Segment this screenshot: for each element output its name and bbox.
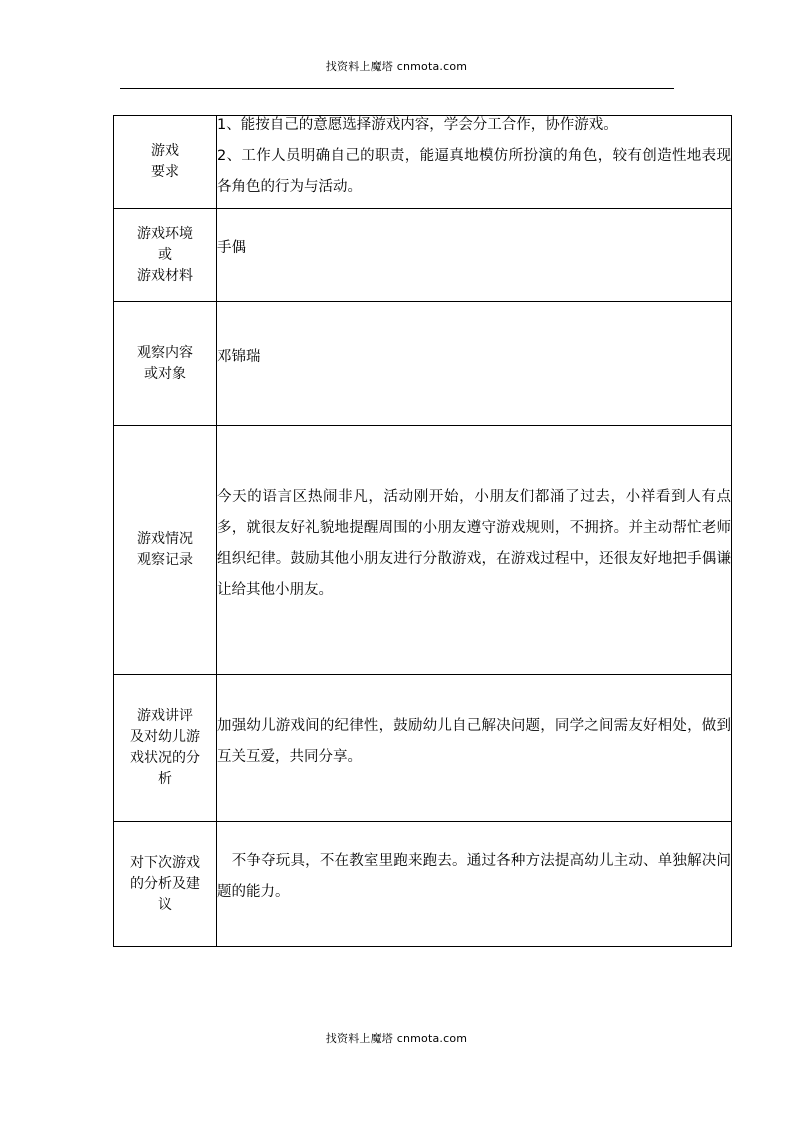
page-footer: 找资料上魔塔 cnmota.com [325, 1032, 468, 1045]
label-line: 观察内容 [137, 344, 193, 361]
content-paragraph: 加强幼儿游戏间的纪律性，鼓励幼儿自己解决问题，同学之间需友好相处，做到互关互爱，共同分享。 [217, 718, 731, 765]
label-line: 游戏讲评 [137, 708, 193, 724]
row-content [217, 116, 732, 209]
content-paragraph: 邓锦瑞 [217, 349, 261, 365]
content-paragraph: 手偶 [217, 240, 246, 256]
label-line: 议 [158, 896, 172, 913]
table-row [114, 822, 732, 947]
table-row [114, 302, 732, 426]
row-label [114, 209, 217, 302]
row-label [114, 675, 217, 822]
label-line: 游戏情况 [137, 531, 193, 547]
label-line: 或对象 [144, 365, 186, 382]
table-row [114, 116, 732, 209]
header-rule [120, 88, 674, 89]
row-content [217, 822, 732, 947]
row-content [217, 209, 732, 302]
row-content [217, 426, 732, 675]
label-line: 对下次游戏 [130, 854, 200, 871]
label-line: 的分析及建 [130, 875, 200, 892]
label-line: 游戏 [151, 143, 179, 159]
content-paragraph: 不争夺玩具，不在教室里跑来跑去。通过各种方法提高幼儿主动、单独解决问题的能力。 [217, 853, 731, 900]
label-line: 游戏材料 [137, 267, 193, 284]
label-line: 析 [158, 771, 172, 787]
label-line: 观察记录 [137, 552, 193, 568]
table-row [114, 426, 732, 675]
row-content [217, 302, 732, 426]
content-paragraph: 今天的语言区热闹非凡，活动刚开始，小朋友们都涌了过去，小祥看到人有点多，就很友好礼貌地提醒周围的小朋友遵守游戏规则，不拥挤。并主动帮忙老师组织纪律。鼓励其他小朋友进行分散游戏，在游戏过程中，还很友好地把手偶谦让给其他小朋友。 [217, 489, 731, 598]
row-label [114, 116, 217, 209]
table-row [114, 209, 732, 302]
label-line: 要求 [151, 164, 179, 180]
observation-table [113, 115, 732, 947]
row-label [114, 302, 217, 426]
table-row [114, 675, 732, 822]
row-content [217, 675, 732, 822]
label-line: 戏状况的分 [130, 750, 200, 766]
label-line: 游戏环境 [137, 225, 193, 242]
page-header: 找资料上魔塔 cnmota.com [325, 60, 468, 73]
content-paragraph: 2、工作人员明确自己的职责，能逼真地模仿所扮演的角色，较有创造性地表现各角色的行为与活动。 [217, 148, 731, 195]
label-line: 或 [158, 246, 172, 263]
content-paragraph: 1、能按自己的意愿选择游戏内容，学会分工合作，协作游戏。 [217, 117, 618, 133]
row-label [114, 822, 217, 947]
label-line: 及对幼儿游 [130, 729, 200, 745]
row-label [114, 426, 217, 675]
